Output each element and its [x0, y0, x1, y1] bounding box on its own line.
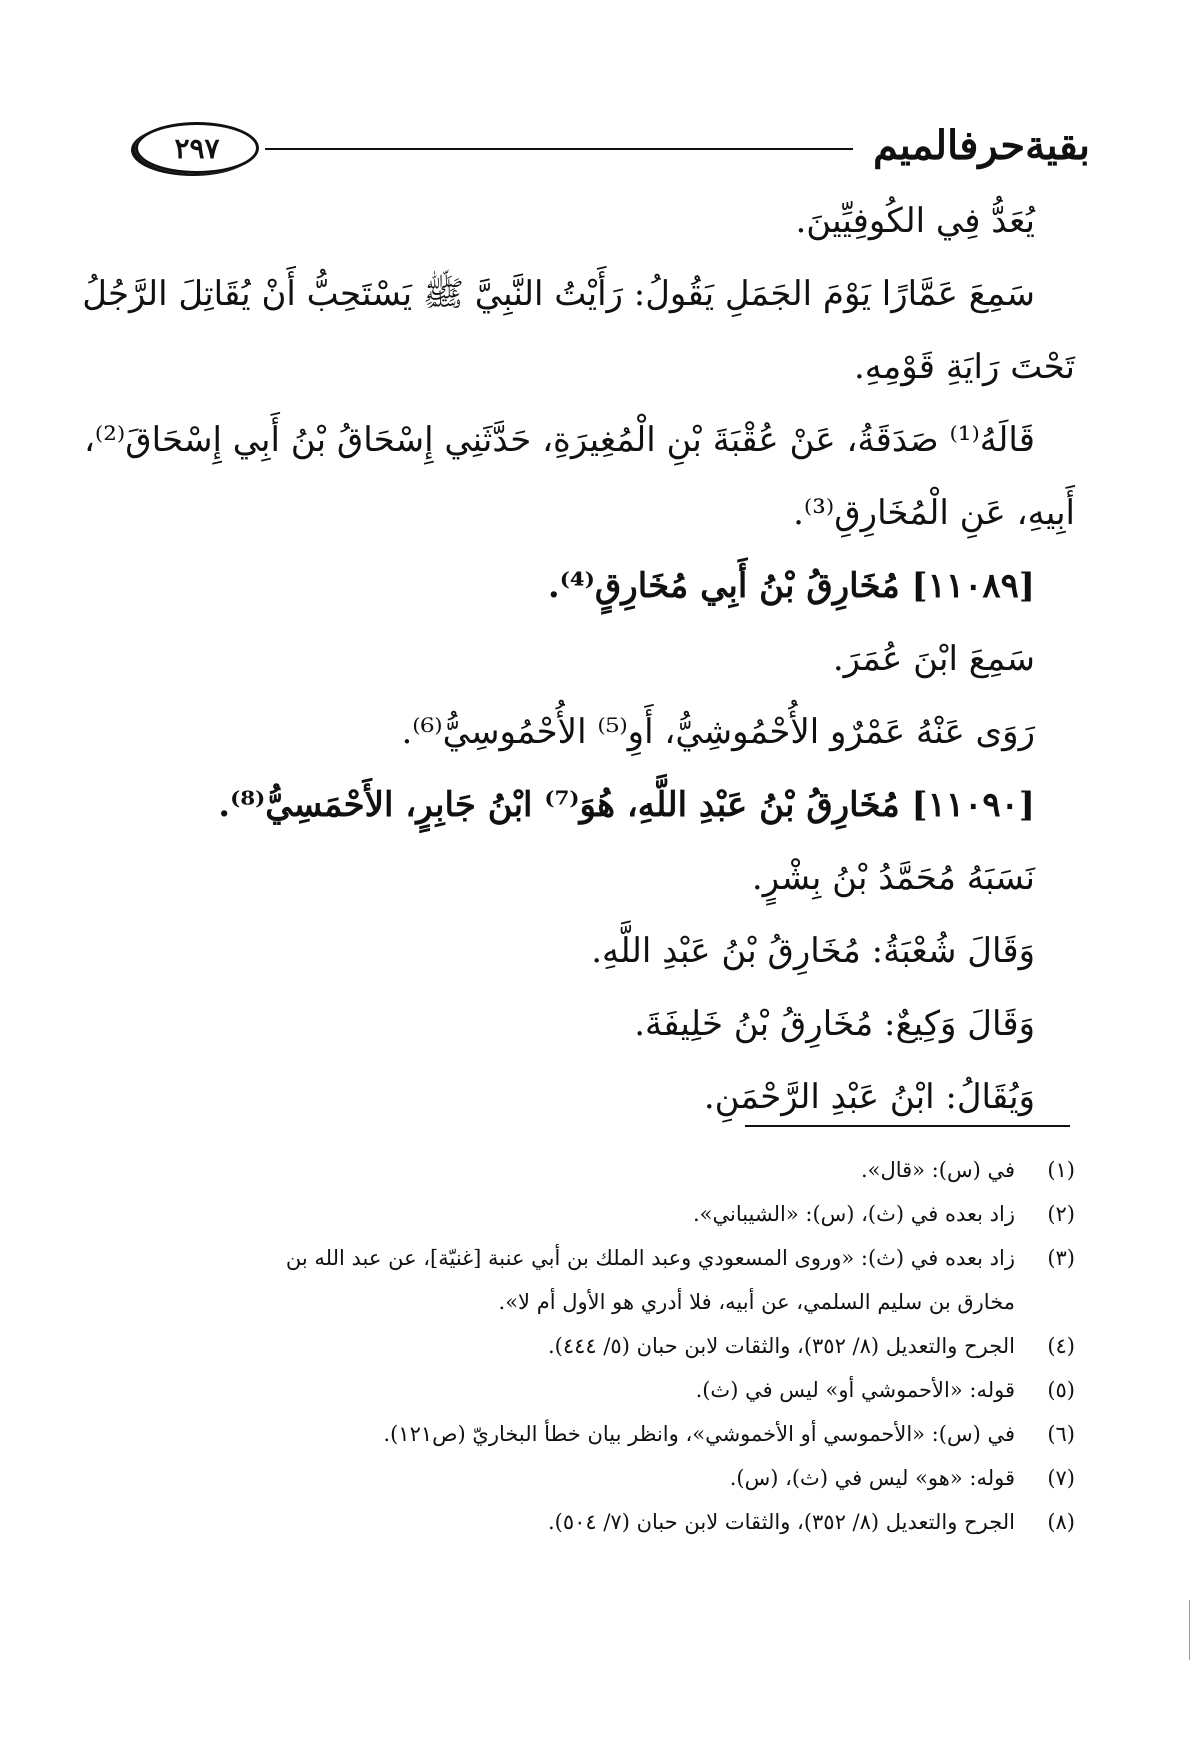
footnote: [150, 1192, 1075, 1236]
footnote-number: (٥): [1047, 1378, 1075, 1402]
text-line: وَقَالَ شُعْبَةُ: مُخَارِقُ بْنُ عَبْدِ اللَّهِ.: [591, 931, 1035, 971]
footnote: [150, 1456, 1075, 1500]
footnote-text: الجرح والتعديل (٨/ ٣٥٢)، والثقات لابن حبان (٥/ ٤٤٤).: [547, 1334, 1015, 1358]
footnote-number: (٤): [1047, 1334, 1075, 1358]
footnote-number: (٦): [1047, 1422, 1075, 1446]
running-title: بقيةحرفالميم: [873, 121, 1090, 169]
entry-heading: [١١٠٨٩] مُخَارِقُ بْنُ أَبِي مُخَارِقٍ⁽⁴⁾.: [547, 566, 1035, 606]
footnote: [150, 1236, 1075, 1280]
header-rule: [265, 148, 853, 150]
footnote: [150, 1148, 1075, 1192]
footnote-number: (٣): [1047, 1246, 1075, 1270]
footnote-number: (١): [1047, 1158, 1075, 1182]
footnote-text: زاد بعده في (ث): «وروى المسعودي وعبد الملك بن أبي عنبة [غنيّة]، عن عبد الله بن: [285, 1246, 1015, 1270]
text-line: سَمِعَ ابْنَ عُمَرَ.: [832, 639, 1035, 679]
scan-margin-mark: [1189, 1600, 1190, 1660]
footnote: [150, 1324, 1075, 1368]
text-line: تَحْتَ رَايَةِ قَوْمِهِ.: [853, 347, 1075, 387]
text-line: وَقَالَ وَكِيعٌ: مُخَارِقُ بْنُ خَلِيفَةَ.: [634, 1004, 1035, 1044]
main-text: [82, 185, 1075, 1134]
text-line: أَبِيهِ، عَنِ الْمُخَارِقِ⁽³⁾.: [793, 493, 1075, 533]
footnote: [150, 1368, 1075, 1412]
footnote-number: (٢): [1047, 1202, 1075, 1226]
footnote-text: قوله: «الأحموشي أو» ليس في (ث).: [695, 1378, 1015, 1402]
footnote: [150, 1412, 1075, 1456]
footnote-number: (٧): [1047, 1466, 1075, 1490]
text-line: سَمِعَ عَمَّارًا يَوْمَ الجَمَلِ يَقُولُ: رَأَيْتُ النَّبِيَّ ﷺ يَسْتَحِبُّ أَنْ يُقَاتِلَ الرَّجُلُ: [82, 274, 1035, 314]
footnote-text: في (س): «قال».: [860, 1158, 1015, 1182]
footnotes: [150, 1148, 1075, 1544]
text-line: نَسَبَهُ مُحَمَّدُ بْنُ بِشْرٍ.: [751, 858, 1035, 898]
footnote-number: (٨): [1047, 1510, 1075, 1534]
entry-heading: [١١٠٩٠] مُخَارِقُ بْنُ عَبْدِ اللَّهِ، هُوَ⁽⁷⁾ ابْنُ جَابِرٍ، الأَحْمَسِيُّ⁽⁸⁾.: [218, 785, 1035, 825]
text-line: رَوَى عَنْهُ عَمْرٌو الأُحْمُوشِيُّ، أَوِ⁽⁵⁾ الأُحْمُوسِيُّ⁽⁶⁾.: [401, 712, 1035, 752]
footnote-separator: [745, 1125, 1070, 1127]
text-line: وَيُقَالُ: ابْنُ عَبْدِ الرَّحْمَنِ.: [703, 1077, 1035, 1117]
footnote-text: زاد بعده في (ث)، (س): «الشيباني».: [692, 1202, 1015, 1226]
footnote-text: قوله: «هو» ليس في (ث)، (س).: [729, 1466, 1015, 1490]
footnote-text: في (س): «الأحموسي أو الأخموشي»، وانظر بيان خطأ البخاريّ (ص١٢١).: [383, 1422, 1015, 1446]
text-line: يُعَدُّ فِي الكُوفِيِّينَ.: [795, 201, 1035, 241]
footnote-text: الجرح والتعديل (٨/ ٣٥٢)، والثقات لابن حبان (٧/ ٥٠٤).: [547, 1510, 1015, 1534]
page-number-badge: ٢٩٧: [135, 122, 259, 174]
page-header: [135, 110, 1090, 180]
text-line: قَالَهُ⁽¹⁾ صَدَقَةُ، عَنْ عُقْبَةَ بْنِ الْمُغِيرَةِ، حَدَّثَنِي إِسْحَاقُ بْنُ أَبِي إِسْحَاقَ⁽²⁾،: [83, 420, 1035, 460]
footnote-continuation: مخارق بن سليم السلمي، عن أبيه، فلا أدري هو الأول أم لا».: [498, 1290, 1015, 1314]
footnote: [150, 1500, 1075, 1544]
